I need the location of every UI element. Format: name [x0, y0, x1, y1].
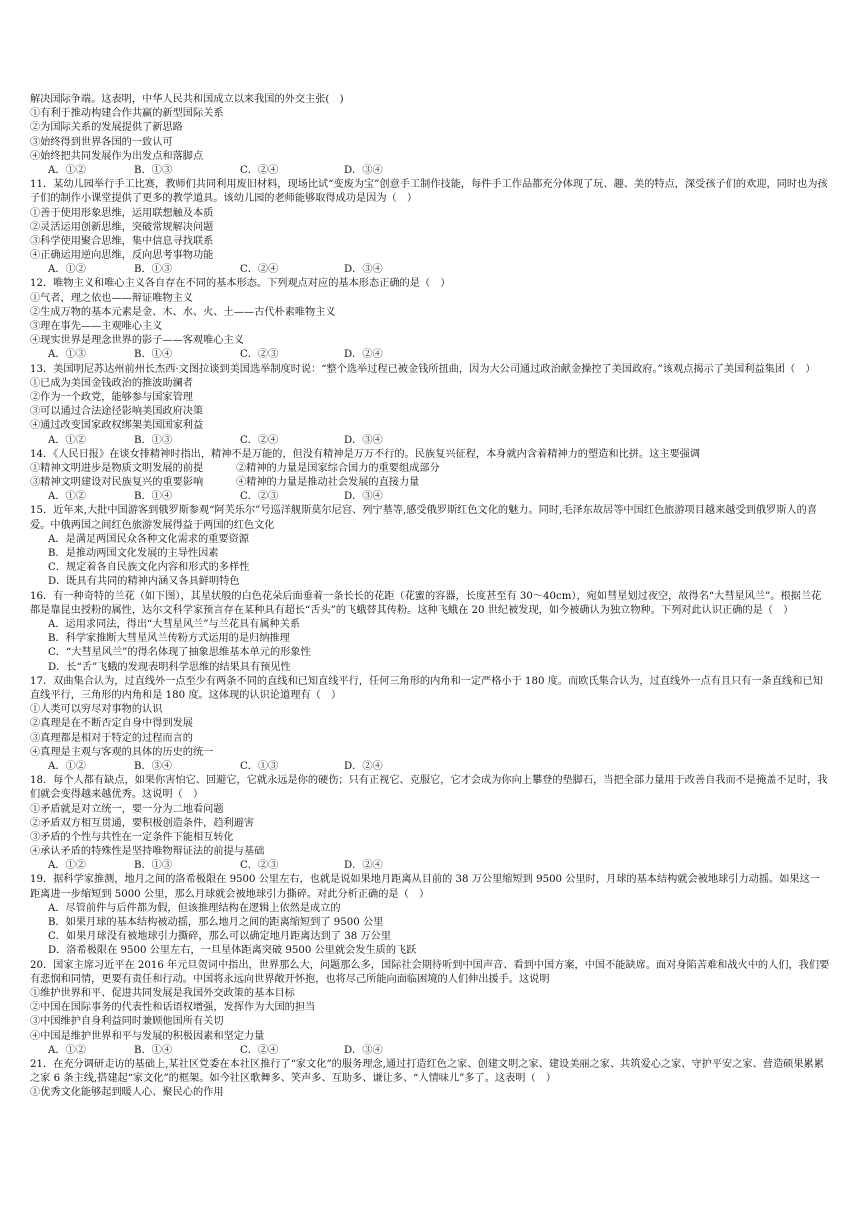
q10-option-a[interactable]: A．①②	[48, 164, 86, 176]
q12-option-b[interactable]: B．①④	[134, 349, 173, 361]
q18-item-3: ③矛盾的个性与共性在一定条件下能相互转化	[30, 831, 234, 843]
q18-item-4: ④承认矛盾的特殊性是坚持唯物辩证法的前提与基础	[30, 846, 265, 858]
q13-item-4: ④通过改变国家政权绑架美国国家利益	[30, 420, 204, 432]
q10-options	[30, 164, 830, 178]
q14-item-4: ④精神的力量是推动社会发展的直接力量	[236, 477, 420, 489]
q11-option-a[interactable]: A．①②	[48, 264, 86, 276]
q18-option-b[interactable]: B．①③	[134, 860, 173, 872]
q14-items-row-1	[30, 462, 830, 476]
q19-choice-c[interactable]: C．如果月球没有被地球引力撕碎，那么可以确定地月距离达到了 38 万公里	[48, 931, 392, 943]
q13-item-2: ②作为一个政党，能够参与国家管理	[30, 391, 193, 403]
q18-options	[30, 859, 830, 873]
q15-choice-b[interactable]: B．是推动两国文化发展的主导性因素	[48, 548, 219, 560]
q20-options	[30, 1044, 830, 1058]
q17-option-d[interactable]: D．②④	[344, 760, 383, 772]
q14-option-b[interactable]: B．①④	[134, 491, 173, 503]
q20-option-c[interactable]: C．②④	[240, 1044, 279, 1056]
q14-items-row-2	[30, 476, 830, 490]
q17-options	[30, 760, 830, 774]
q14-item-1: ①精神文明进步是物质文明发展的前提	[30, 462, 204, 474]
q13-option-c[interactable]: C．②④	[240, 434, 279, 446]
q15-choice-d[interactable]: D．既具有共同的精神内涵又各具鲜明特色	[48, 576, 240, 588]
q15-choice-c[interactable]: C．规定着各自民族文化内容和形式的多样性	[48, 562, 250, 574]
q19-stem: 19．据科学家推测，地月之间的洛希极限在 9500 公里左右，也就是说如果地月距离从目前的 38 万公里缩短到 9500 公里时，月球的基本结构就会被地球引力动摇。如果这一距离进一步缩短到 5000 公里，那么月球就会被地球引力撕碎。对此分析正确的是（ ）	[30, 874, 820, 900]
q10-item-1: ①有利于推动构建合作共赢的新型国际关系	[30, 108, 224, 120]
q15-choice-a[interactable]: A．是满足两国民众各种文化需求的重要资源	[48, 533, 249, 545]
q18-item-2: ②矛盾双方相互贯通，要积极创造条件，趋利避害	[30, 817, 255, 829]
q18-option-c[interactable]: C．②③	[240, 860, 279, 872]
q11-stem: 11．某幼儿园举行手工比赛，教师们共同利用废旧材料，现场比试“变废为宝”创意手工制作技能，每件手工作品都充分体现了玩、趣、美的特点，深受孩子们的欢迎，同时也为孩子们的制作小课堂提供了更多的教学道具。该幼儿园的老师能够取得成功是因为（ ）	[30, 179, 828, 205]
q19-choice-b[interactable]: B．如果月球的基本结构被动摇，那么地月之间的距离缩短到了 9500 公里	[48, 917, 384, 929]
q14-item-3: ③精神文明建设对民族复兴的重要影响	[30, 477, 204, 489]
q18-item-1: ①矛盾就是对立统一，要一分为二地看问题	[30, 803, 224, 815]
q16-choice-a[interactable]: A．运用求同法，得出“大彗星风兰”与兰花具有属种关系	[48, 619, 301, 631]
q17-option-c[interactable]: C．①③	[240, 760, 279, 772]
q12-option-d[interactable]: D．②④	[344, 349, 383, 361]
q11-item-4: ④正确运用逆向思维，反向思考事物功能	[30, 250, 214, 262]
q12-item-4: ④现实世界是理念世界的影子——客观唯心主义	[30, 335, 244, 347]
q20-option-d[interactable]: D．③④	[344, 1044, 383, 1056]
q14-options	[30, 490, 830, 504]
q17-item-2: ②真理是在不断否定自身中得到发展	[30, 718, 193, 730]
q16-choice-b[interactable]: B．科学家推断大彗星风兰传粉方式运用的是归纳推理	[48, 633, 290, 645]
q10-option-b[interactable]: B．①③	[134, 164, 173, 176]
q10-item-2: ②为国际关系的发展提供了新思路	[30, 122, 183, 134]
q14-option-d[interactable]: D．③④	[344, 491, 383, 503]
q10-option-d[interactable]: D．③④	[344, 164, 383, 176]
q16-choice-c[interactable]: C．“大彗星风兰”的得名体现了抽象思维基本单元的形象性	[48, 647, 311, 659]
q17-item-3: ③真理都是相对于特定的过程而言的	[30, 732, 193, 744]
q19-choice-a[interactable]: A．尽管前件与后件都为假，但该推理结构在逻辑上依然是成立的	[48, 902, 341, 914]
q11-item-1: ①善于使用形象思维，运用联想触及本质	[30, 207, 214, 219]
q14-option-c[interactable]: C．②③	[240, 491, 279, 503]
q13-option-a[interactable]: A．①②	[48, 434, 86, 446]
q20-item-4: ④中国是维护世界和平与发展的积极因素和坚定力量	[30, 1030, 265, 1042]
q14-option-a[interactable]: A．①②	[48, 491, 86, 503]
q20-option-a[interactable]: A．①②	[48, 1044, 86, 1056]
q10-stem-tail: 解决国际争端。这表明，中华人民共和国成立以来我国的外交主张( )	[30, 94, 344, 105]
q12-item-1: ①气者，理之依也——辩证唯物主义	[30, 292, 193, 304]
q10-item-3: ③始终得到世界各国的一致认可	[30, 136, 173, 148]
q17-option-a[interactable]: A．①②	[48, 760, 86, 772]
q20-item-2: ②中国在国际事务的代表性和话语权增强，发挥作为大国的担当	[30, 1002, 316, 1014]
q13-stem: 13．美国明尼苏达州前州长杰西·文图拉谈到美国选举制度时说：“整个选举过程已被金钱所扭曲，因为大公司通过政治献金操控了美国政府。”该观点揭示了美国利益集团（ ）	[30, 363, 816, 375]
q11-option-d[interactable]: D．③④	[344, 264, 383, 276]
q11-options	[30, 263, 830, 277]
exam-content	[30, 93, 830, 1101]
q12-option-a[interactable]: A．①③	[48, 349, 86, 361]
q17-stem: 17．双曲集合认为，过直线外一点至少有两条不同的直线和已知直线平行，任何三角形的内角和一定严格小于 180 度。而欧氏集合认为，过直线外一点有且只有一条直线和已知直线平行，三角形的内角和是 180 度。这体现的认识论道理有（ ）	[30, 675, 823, 701]
q10-item-4: ④始终把共同发展作为出发点和落脚点	[30, 150, 204, 162]
q20-item-1: ①维护世界和平、促进共同发展是我国外交政策的基本目标	[30, 988, 295, 1000]
q11-option-c[interactable]: C．②④	[240, 264, 279, 276]
q20-stem: 20．国家主席习近平在 2016 年元旦贺词中指出，世界那么大，问题那么多，国际社会期待听到中国声音、看到中国方案，中国不能缺席。面对身陷苦难和战火中的人们，我们要有悲悯和同情，更要有责任和行动。中国将永远向世界敞开怀抱，也将尽己所能向面临困境的人们伸出援手。这说明	[30, 959, 830, 985]
q18-option-d[interactable]: D．②④	[344, 860, 383, 872]
q12-stem: 12．唯物主义和唯心主义各自存在不同的基本形态。下列观点对应的基本形态正确的是（ ）	[30, 278, 451, 290]
q16-choice-d[interactable]: D．长“舌”飞蛾的发现表明科学思维的结果具有预见性	[48, 661, 291, 673]
q17-item-4: ④真理是主观与客观的具体的历史的统一	[30, 746, 214, 758]
q12-options	[30, 348, 830, 362]
q16-stem: 16．有一种奇特的兰花（如下图），其星状般的白色花朵后面垂着一条长长的花距（花蜜的容器，长度甚至有 30～40cm），宛如彗星划过夜空，故得名“大彗星风兰”。根据兰花都是靠昆虫授粉的属性，达尔文科学家预言存在某种具有超长“舌头”的飞蛾替其传粉。这种飞蛾在 20 世纪被发现，如今被确认为独立物种。下列对此认识正确的是（ ）	[30, 590, 822, 616]
q17-item-1: ①人类可以穷尽对事物的认识	[30, 704, 163, 716]
q21-item-1: ①优秀文化能够起到暖人心、聚民心的作用	[30, 1087, 224, 1099]
q11-item-3: ③科学使用聚合思维，集中信息寻找联系	[30, 235, 214, 247]
q12-item-3: ③理在事先——主观唯心主义	[30, 321, 163, 333]
q20-option-b[interactable]: B．①④	[134, 1044, 173, 1056]
q12-option-c[interactable]: C．②③	[240, 349, 279, 361]
q19-choice-d[interactable]: D．洛希极限在 9500 公里左右，一旦星体距离突破 9500 公里就会发生质的飞跃	[48, 945, 417, 957]
q13-option-d[interactable]: D．③④	[344, 434, 383, 446]
q21-stem: 21．在充分调研走访的基础上,某社区党委在本社区推行了“家文化”的服务理念,通过打造红色之家、创建文明之家、建设美丽之家、共筑爱心之家、守护平安之家、营造硕果累累之家 6 条主线,搭建起“家文化”的框架。如今社区歌舞多、笑声多、互助多、谦让多、“人情味儿”多了。这表明（ ）	[30, 1058, 824, 1085]
q13-item-1: ①已成为美国金钱政治的推波助澜者	[30, 377, 193, 389]
q11-item-2: ②灵活运用创新思维，突破常规解决问题	[30, 221, 214, 233]
q15-stem: 15．近年来,大批中国游客到俄罗斯参观“阿芙乐尔”号巡洋舰斯莫尔尼宫、列宁墓等,感受俄罗斯红色文化的魅力。同时,毛泽东故居等中国红色旅游项目越来越受到俄罗斯人的喜爱。中俄两国之间红色旅游发展得益于两国的红色文化	[30, 505, 817, 531]
q14-stem: 14．《人民日报》在谈女排精神时指出，精神不是万能的，但没有精神是万万不行的。民族复兴征程，本身就内含着精神力的塑造和比拼。这主要强调	[30, 448, 701, 460]
q13-item-3: ③可以通过合法途径影响美国政府决策	[30, 406, 204, 418]
q14-item-2: ②精神的力量是国家综合国力的重要组成部分	[236, 462, 440, 474]
q18-option-a[interactable]: A．①②	[48, 860, 86, 872]
q13-options	[30, 434, 830, 448]
q13-option-b[interactable]: B．①③	[134, 434, 173, 446]
q17-option-b[interactable]: B．③④	[134, 760, 173, 772]
q11-option-b[interactable]: B．①③	[134, 264, 173, 276]
q20-item-3: ③中国维护自身利益同时兼顾他国所有关切	[30, 1016, 224, 1028]
q12-item-2: ②生成万物的基本元素是金、木、水、火、土——古代朴素唯物主义	[30, 306, 336, 318]
q18-stem: 18．每个人都有缺点，如果你害怕它、回避它，它就永远是你的硬伤；只有正视它、克服它，它才会成为你向上攀登的垫脚石，当把全部力量用于改善自我而不是掩盖不足时，我们就会变得越来越优秀。这说明（ ）	[30, 775, 828, 801]
q10-option-c[interactable]: C．②④	[240, 164, 279, 176]
